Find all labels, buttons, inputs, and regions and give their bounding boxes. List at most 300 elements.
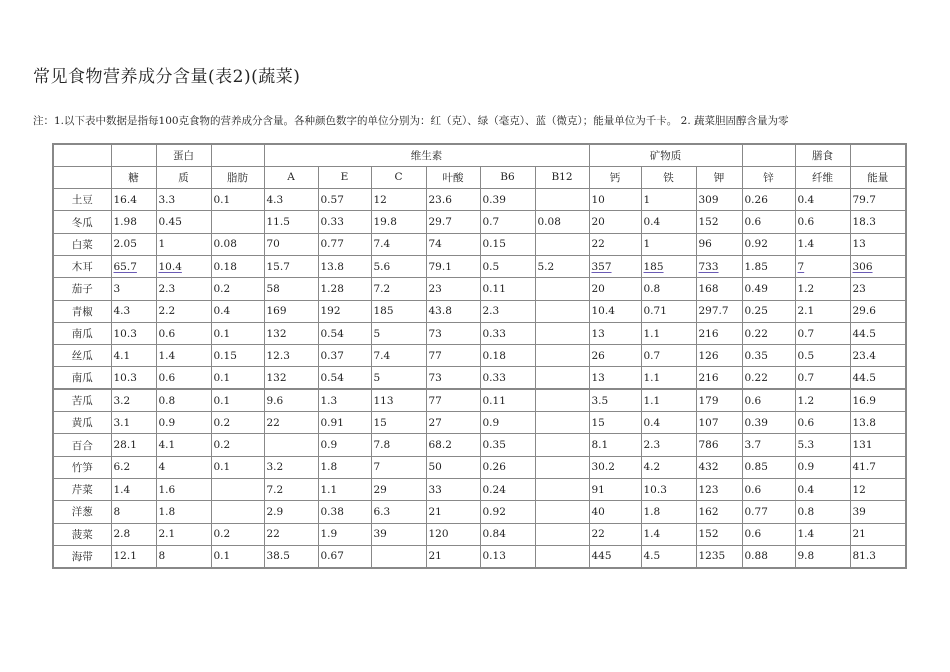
row-label-cell (53, 233, 111, 255)
table-cell (641, 278, 696, 300)
cell-value: 131 (852, 439, 873, 451)
table-cell (318, 367, 371, 389)
cell-value: 152 (698, 216, 719, 229)
table-cell (480, 300, 535, 322)
table-cell (264, 389, 318, 411)
cell-value: 33 (428, 483, 442, 496)
table-cell (211, 211, 264, 233)
cell-value: 4.1 (158, 439, 176, 451)
table-cell (211, 278, 264, 300)
header-group-cell: 膳食 (795, 144, 850, 166)
cell-value: 4.1 (113, 349, 131, 362)
table-cell (426, 545, 480, 567)
table-row (53, 456, 906, 478)
table-cell (795, 367, 850, 389)
cell-value: 1.1 (643, 371, 661, 384)
cell-value: 海带 (71, 550, 93, 563)
table-row (53, 211, 906, 233)
row-label-cell (53, 501, 111, 523)
table-cell (696, 412, 742, 434)
cell-value: 16.4 (113, 193, 137, 206)
column-header-cell: B6 (480, 166, 535, 188)
cell-value: 5.3 (797, 439, 815, 451)
table-cell (211, 189, 264, 211)
table-cell (795, 345, 850, 367)
cell-value: 0.18 (482, 349, 506, 362)
table-cell (589, 300, 641, 322)
cell-value: 0.88 (744, 550, 768, 563)
cell-value: 22 (266, 416, 280, 429)
table-cell (795, 255, 850, 277)
cell-value: 1.8 (643, 505, 661, 518)
table-cell (641, 255, 696, 277)
table-cell (211, 501, 264, 523)
cell-value: 0.77 (744, 505, 768, 518)
table-cell (264, 278, 318, 300)
table-cell (641, 478, 696, 500)
table-row (53, 255, 906, 277)
cell-value: 0.1 (213, 550, 231, 563)
cell-value: 土豆 (71, 194, 93, 207)
cell-value: 5.6 (373, 260, 391, 273)
cell-value: 2.3 (482, 305, 500, 318)
cell-value: 73 (428, 371, 442, 384)
table-cell (156, 523, 211, 545)
table-cell (111, 367, 156, 389)
cell-value: 91 (591, 483, 605, 496)
table-cell (426, 434, 480, 456)
table-cell (426, 456, 480, 478)
cell-value: 2.1 (158, 528, 176, 541)
table-cell (850, 478, 906, 500)
cell-value: 1.1 (643, 327, 661, 340)
header-group-row (53, 144, 906, 166)
cell-value: 3.1 (113, 416, 131, 429)
table-cell (641, 545, 696, 567)
cell-value: 2.3 (643, 439, 661, 451)
table-cell (264, 345, 318, 367)
table-cell (696, 389, 742, 411)
cell-value: 0.4 (213, 305, 231, 318)
cell-value: 77 (428, 394, 442, 407)
cell-value: 0.1 (213, 327, 231, 340)
table-cell (589, 434, 641, 456)
cell-value: 29.6 (852, 305, 876, 318)
table-cell (480, 412, 535, 434)
table-cell (535, 501, 589, 523)
cell-value: 13.8 (852, 416, 876, 429)
table-cell (211, 523, 264, 545)
cell-value: 0.57 (320, 193, 344, 206)
cell-value: 1.8 (320, 461, 338, 474)
table-cell (589, 412, 641, 434)
table-cell (795, 523, 850, 545)
table-cell (156, 278, 211, 300)
cell-value: 123 (698, 483, 719, 496)
table-cell (480, 255, 535, 277)
table-cell (480, 523, 535, 545)
cell-value: 0.2 (213, 439, 231, 451)
table-cell (535, 545, 589, 567)
cell-value: 1.1 (643, 394, 661, 407)
cell-value: 15 (373, 416, 387, 429)
cell-value: 44.5 (852, 371, 876, 384)
cell-value: 0.1 (213, 461, 231, 474)
cell-value: 77 (428, 349, 442, 362)
cell-value: 5 (373, 371, 381, 384)
table-cell (589, 189, 641, 211)
cell-value: 3.3 (158, 193, 176, 206)
table-cell (535, 456, 589, 478)
cell-value: 1.9 (320, 528, 338, 541)
table-cell (850, 211, 906, 233)
table-cell (535, 389, 589, 411)
cell-value: 44.5 (852, 327, 876, 340)
table-cell (371, 189, 426, 211)
table-cell (535, 367, 589, 389)
table-cell (371, 456, 426, 478)
table-cell (426, 389, 480, 411)
table-cell (480, 322, 535, 344)
cell-value: 29 (373, 483, 387, 496)
table-cell (742, 478, 795, 500)
table-cell (318, 389, 371, 411)
cell-value: 0.37 (320, 349, 344, 362)
cell-value: 13 (852, 238, 866, 251)
table-cell (535, 478, 589, 500)
cell-value: 0.54 (320, 327, 344, 340)
cell-value: 菠菜 (71, 528, 93, 541)
cell-value: 1.4 (643, 528, 661, 541)
cell-value: 65.7 (113, 260, 137, 273)
table-cell (535, 523, 589, 545)
table-cell (480, 233, 535, 255)
column-header-cell: 能量 (850, 166, 906, 188)
cell-value: 4.3 (266, 193, 284, 206)
table-cell (795, 389, 850, 411)
cell-value: 13 (591, 327, 605, 340)
table-cell (264, 456, 318, 478)
cell-value: 20 (591, 282, 605, 295)
cell-value: 12.1 (113, 550, 137, 563)
table-cell (850, 389, 906, 411)
table-row (53, 189, 906, 211)
cell-value: 7 (373, 461, 381, 474)
table-row (53, 523, 906, 545)
table-cell (795, 412, 850, 434)
table-cell (641, 434, 696, 456)
table-cell (742, 523, 795, 545)
table-cell (264, 367, 318, 389)
table-cell (156, 501, 211, 523)
table-cell (641, 367, 696, 389)
cell-value: 43.8 (428, 305, 452, 318)
cell-value: 0.2 (213, 416, 231, 429)
cell-value: 0.6 (797, 416, 815, 429)
row-label-cell (53, 300, 111, 322)
table-cell (696, 478, 742, 500)
column-header-row (53, 166, 906, 188)
table-cell (535, 189, 589, 211)
cell-value: 7.2 (373, 282, 391, 295)
table-cell (111, 389, 156, 411)
header-group-cell (53, 144, 111, 166)
table-cell (696, 523, 742, 545)
table-cell (742, 211, 795, 233)
table-cell (696, 233, 742, 255)
table-cell (426, 233, 480, 255)
cell-value: 0.11 (482, 394, 506, 407)
table-cell (480, 345, 535, 367)
row-label-cell (53, 367, 111, 389)
cell-value: 132 (266, 327, 287, 340)
table-cell (111, 278, 156, 300)
cell-value: 30.2 (591, 461, 615, 474)
cell-value: 169 (266, 305, 287, 318)
table-cell (156, 478, 211, 500)
table-cell (641, 523, 696, 545)
cell-value: 3.5 (591, 394, 609, 407)
table-cell (264, 545, 318, 567)
table-cell (371, 545, 426, 567)
table-cell (589, 545, 641, 567)
table-cell (641, 345, 696, 367)
cell-value: 5 (373, 327, 381, 340)
cell-value: 0.77 (320, 238, 344, 251)
cell-value: 0.9 (797, 461, 815, 474)
table-cell (696, 367, 742, 389)
cell-value: 0.71 (643, 305, 667, 318)
table-cell (850, 523, 906, 545)
cell-value: 0.15 (213, 349, 237, 362)
cell-value: 0.33 (482, 327, 506, 340)
table-cell (696, 345, 742, 367)
table-cell (111, 501, 156, 523)
cell-value: 竹笋 (71, 461, 93, 474)
cell-value: 0.18 (213, 260, 237, 273)
cell-value: 22 (266, 528, 280, 541)
column-header-cell (53, 166, 111, 188)
table-cell (535, 278, 589, 300)
cell-value: 445 (591, 550, 612, 563)
cell-value: 0.2 (213, 282, 231, 295)
table-cell (535, 300, 589, 322)
table-cell (641, 322, 696, 344)
table-row (53, 434, 906, 456)
cell-value: 0.49 (744, 282, 768, 295)
table-cell (371, 523, 426, 545)
cell-value: 7.2 (266, 483, 284, 496)
table-cell (264, 211, 318, 233)
column-header-cell: 叶酸 (426, 166, 480, 188)
table-cell (426, 412, 480, 434)
cell-value: 6.3 (373, 505, 391, 518)
table-cell (641, 233, 696, 255)
cell-value: 12 (852, 483, 866, 496)
table-cell (850, 412, 906, 434)
table-cell (589, 233, 641, 255)
cell-value: 2.05 (113, 238, 137, 251)
cell-value: 29.7 (428, 216, 452, 229)
table-cell (426, 255, 480, 277)
table-cell (535, 434, 589, 456)
table-cell (371, 233, 426, 255)
cell-value: 3.2 (266, 461, 284, 474)
cell-value: 96 (698, 238, 712, 251)
table-cell (318, 322, 371, 344)
table-cell (211, 233, 264, 255)
cell-value: 0.8 (643, 282, 661, 295)
table-cell (742, 278, 795, 300)
table-cell (480, 367, 535, 389)
table-cell (696, 501, 742, 523)
table-row (53, 278, 906, 300)
cell-value: 0.2 (213, 528, 231, 541)
table-cell (589, 456, 641, 478)
cell-value: 0.7 (797, 327, 815, 340)
table-cell (850, 189, 906, 211)
table-cell (795, 545, 850, 567)
table-cell (850, 300, 906, 322)
cell-value: 15 (591, 416, 605, 429)
table-cell (795, 434, 850, 456)
table-cell (211, 300, 264, 322)
table-cell (318, 189, 371, 211)
cell-value: 126 (698, 349, 719, 362)
cell-value: 1.1 (320, 483, 338, 496)
cell-value: 1 (643, 238, 651, 251)
table-cell (589, 523, 641, 545)
row-label-cell (53, 389, 111, 411)
table-cell (318, 412, 371, 434)
page-title: 常见食物营养成分含量(表2)(蔬菜) (33, 67, 301, 87)
table-cell (535, 412, 589, 434)
cell-value: 0.08 (213, 238, 237, 251)
table-cell (426, 322, 480, 344)
table-cell (264, 523, 318, 545)
table-cell (480, 456, 535, 478)
table-cell (318, 456, 371, 478)
column-header-cell: 钾 (696, 166, 742, 188)
table-cell (795, 233, 850, 255)
table-row (53, 300, 906, 322)
table-cell (850, 322, 906, 344)
cell-value: 0.11 (482, 282, 506, 295)
table-cell (742, 412, 795, 434)
table-cell (850, 434, 906, 456)
table-cell (318, 300, 371, 322)
table-cell (742, 322, 795, 344)
table-cell (641, 300, 696, 322)
table-cell (742, 189, 795, 211)
table-cell (371, 300, 426, 322)
table-cell (371, 255, 426, 277)
cell-value: 786 (698, 439, 719, 451)
table-cell (795, 300, 850, 322)
table-cell (111, 211, 156, 233)
cell-value: 1.2 (797, 282, 815, 295)
table-cell (156, 189, 211, 211)
table-cell (371, 278, 426, 300)
cell-value: 木耳 (71, 261, 93, 274)
table-cell (318, 545, 371, 567)
cell-value: 0.35 (482, 439, 506, 451)
table-cell (318, 345, 371, 367)
table-cell (589, 367, 641, 389)
cell-value: 152 (698, 528, 719, 541)
table-cell (156, 211, 211, 233)
table-cell (111, 345, 156, 367)
cell-value: 2.8 (113, 528, 131, 541)
column-header-cell: 纤维 (795, 166, 850, 188)
table-cell (696, 456, 742, 478)
cell-value: 185 (373, 305, 394, 318)
column-header-cell: 锌 (742, 166, 795, 188)
cell-value: 冬瓜 (71, 216, 93, 229)
row-label-cell (53, 478, 111, 500)
table-cell (795, 278, 850, 300)
cell-value: 5.2 (537, 260, 555, 273)
cell-value: 107 (698, 416, 719, 429)
cell-value: 306 (852, 260, 873, 273)
table-cell (156, 545, 211, 567)
cell-value: 7 (797, 260, 805, 273)
table-row (53, 501, 906, 523)
header-group-cell (111, 144, 156, 166)
cell-value: 1.98 (113, 216, 137, 229)
table-cell (211, 412, 264, 434)
table-cell (480, 389, 535, 411)
cell-value: 0.6 (744, 483, 762, 496)
cell-value: 192 (320, 305, 341, 318)
cell-value: 28.1 (113, 439, 137, 451)
table-cell (426, 501, 480, 523)
table-cell (156, 322, 211, 344)
cell-value: 12.3 (266, 349, 290, 362)
table-cell (742, 389, 795, 411)
table-cell (850, 501, 906, 523)
cell-value: 216 (698, 327, 719, 340)
table-cell (264, 501, 318, 523)
cell-value: 8.1 (591, 439, 609, 451)
row-label-cell (53, 456, 111, 478)
cell-value: 0.1 (213, 371, 231, 384)
cell-value: 23.4 (852, 349, 876, 362)
table-cell (111, 233, 156, 255)
table-cell (318, 501, 371, 523)
table-cell (480, 545, 535, 567)
table-cell (318, 233, 371, 255)
column-header-cell: 钙 (589, 166, 641, 188)
table-cell (211, 389, 264, 411)
table-cell (742, 434, 795, 456)
cell-value: 0.4 (797, 483, 815, 496)
cell-value: 309 (698, 193, 719, 206)
table-cell (589, 389, 641, 411)
table-cell (156, 233, 211, 255)
table-cell (371, 345, 426, 367)
table-cell (850, 278, 906, 300)
table-cell (371, 478, 426, 500)
cell-value: 黄瓜 (71, 417, 93, 430)
table-cell (696, 434, 742, 456)
nutrition-table (52, 143, 907, 569)
cell-value: 0.5 (482, 260, 500, 273)
cell-value: 27 (428, 416, 442, 429)
table-cell (156, 456, 211, 478)
table-cell (742, 545, 795, 567)
table-cell (318, 278, 371, 300)
